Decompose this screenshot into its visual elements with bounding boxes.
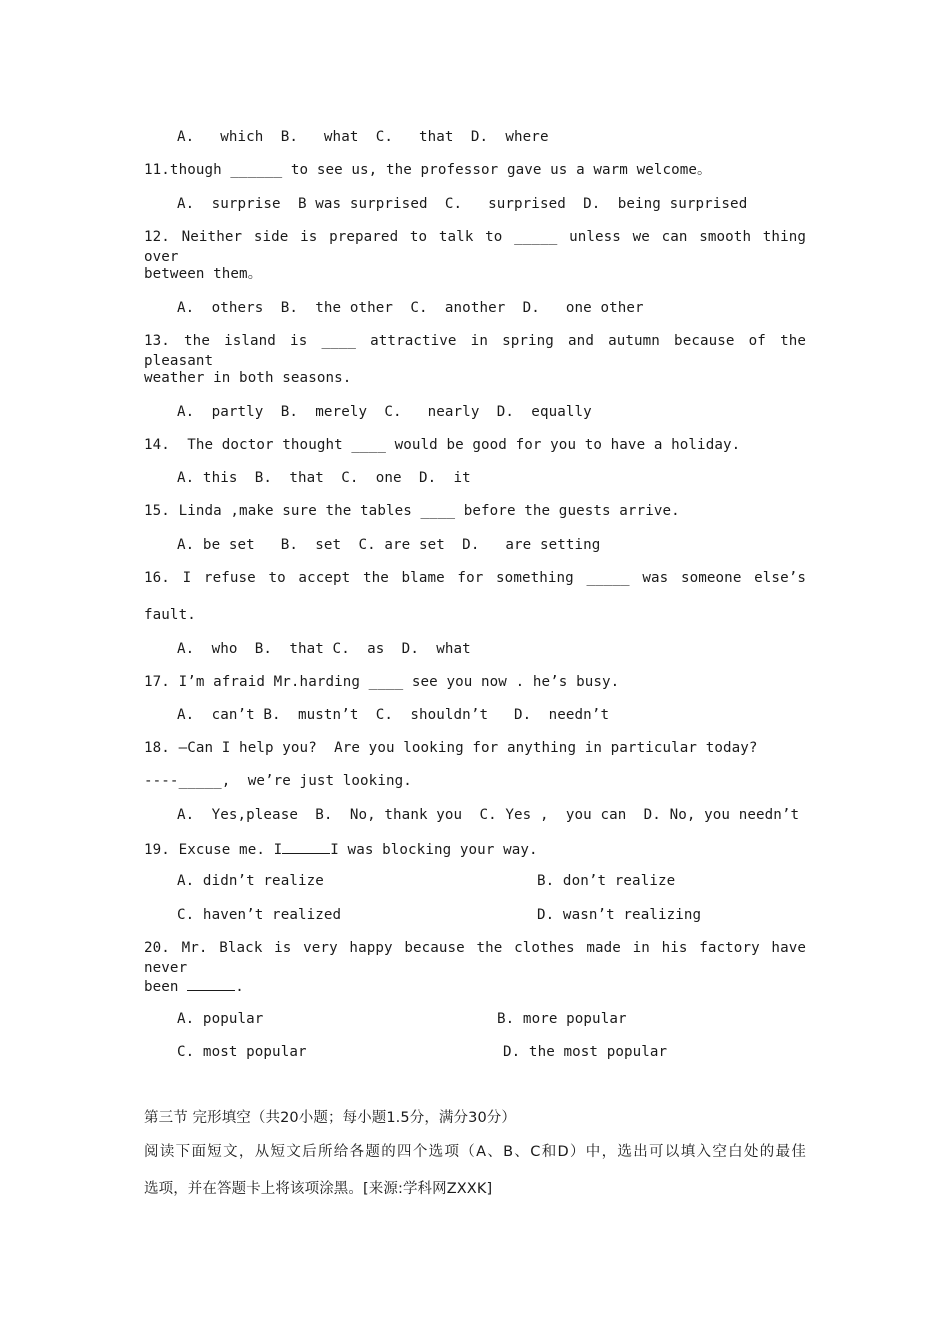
q20-option-c: C. most popular: [177, 1044, 307, 1060]
q19-stem: [144, 838, 538, 860]
q20-option-a: A. popular: [177, 1011, 264, 1027]
q12-stem-line2: between them。: [144, 266, 262, 282]
q12-stem-line1: 12. Neither side is prepared to talk to _____ unless we can smooth thing over: [144, 229, 806, 265]
q17-stem: 17. I’m afraid Mr.harding ____ see you now . he’s busy.: [144, 674, 620, 690]
q14-stem: 14. The doctor thought ____ would be good for you to have a holiday.: [144, 437, 741, 453]
q16-stem-line2: fault.: [144, 607, 196, 623]
q13-stem-line2: weather in both seasons.: [144, 370, 352, 386]
section3-instruction-line2: 选项，并在答题卡上将该项涂黑。[来源:学科网ZXXK]: [144, 1181, 493, 1197]
section3-instruction-line1: 阅读下面短文，从短文后所给各题的四个选项（A、B、C和D）中，选出可以填入空白处的最佳: [144, 1144, 806, 1160]
q20-stem-before-blank: been: [144, 979, 188, 995]
q20-stem-after-blank: .: [235, 979, 244, 995]
q19-option-c: C. haven’t realized: [177, 907, 342, 923]
q11-stem: 11.though ______ to see us, the professor gave us a warm welcome。: [144, 162, 712, 178]
q18-options: A. Yes,please B. No, thank you C. Yes , you can D. No, you needn’t: [177, 807, 800, 823]
q20-stem-line1: 20. Mr. Black is very happy because the clothes made in his factory have never: [144, 940, 806, 976]
q20-option-d: D. the most popular: [503, 1044, 668, 1060]
q18-stem-line2: ----_____, we’re just looking.: [144, 773, 412, 789]
q20-answer-blank: [187, 975, 235, 991]
q19-stem-before: 19. Excuse me. I: [144, 842, 283, 858]
q10-options: A. which B. what C. that D. where: [177, 129, 549, 145]
q16-options: A. who B. that C. as D. what: [177, 641, 471, 657]
q11-options: A. surprise B was surprised C. surprised D. being surprised: [177, 196, 748, 212]
q19-option-d: D. wasn’t realizing: [537, 907, 702, 923]
q13-stem-line1: 13. the island is ____ attractive in spring and autumn because of the pleasant: [144, 333, 806, 369]
q15-options: A. be set B. set C. are set D. are setting: [177, 537, 601, 553]
q14-options: A. this B. that C. one D. it: [177, 470, 471, 486]
q19-option-a: A. didn’t realize: [177, 873, 324, 889]
q15-stem: 15. Linda ,make sure the tables ____ before the guests arrive.: [144, 503, 680, 519]
q20-stem-line2: [144, 975, 244, 997]
section3-heading: 第三节 完形填空（共20小题；每小题1.5分，满分30分）: [144, 1110, 516, 1126]
q13-options: A. partly B. merely C. nearly D. equally: [177, 404, 592, 420]
q19-option-b: B. don’t realize: [537, 873, 676, 889]
q17-options: A. can’t B. mustn’t C. shouldn’t D. needn’t: [177, 707, 610, 723]
q20-option-b: B. more popular: [497, 1011, 627, 1027]
q18-stem-line1: 18. –Can I help you? Are you looking for anything in particular today?: [144, 740, 758, 756]
q19-stem-after: I was blocking your way.: [330, 842, 538, 858]
q12-options: A. others B. the other C. another D. one other: [177, 300, 644, 316]
q16-stem-line1: 16. I refuse to accept the blame for something _____ was someone else’s: [144, 570, 806, 586]
q19-answer-blank: [282, 838, 330, 854]
